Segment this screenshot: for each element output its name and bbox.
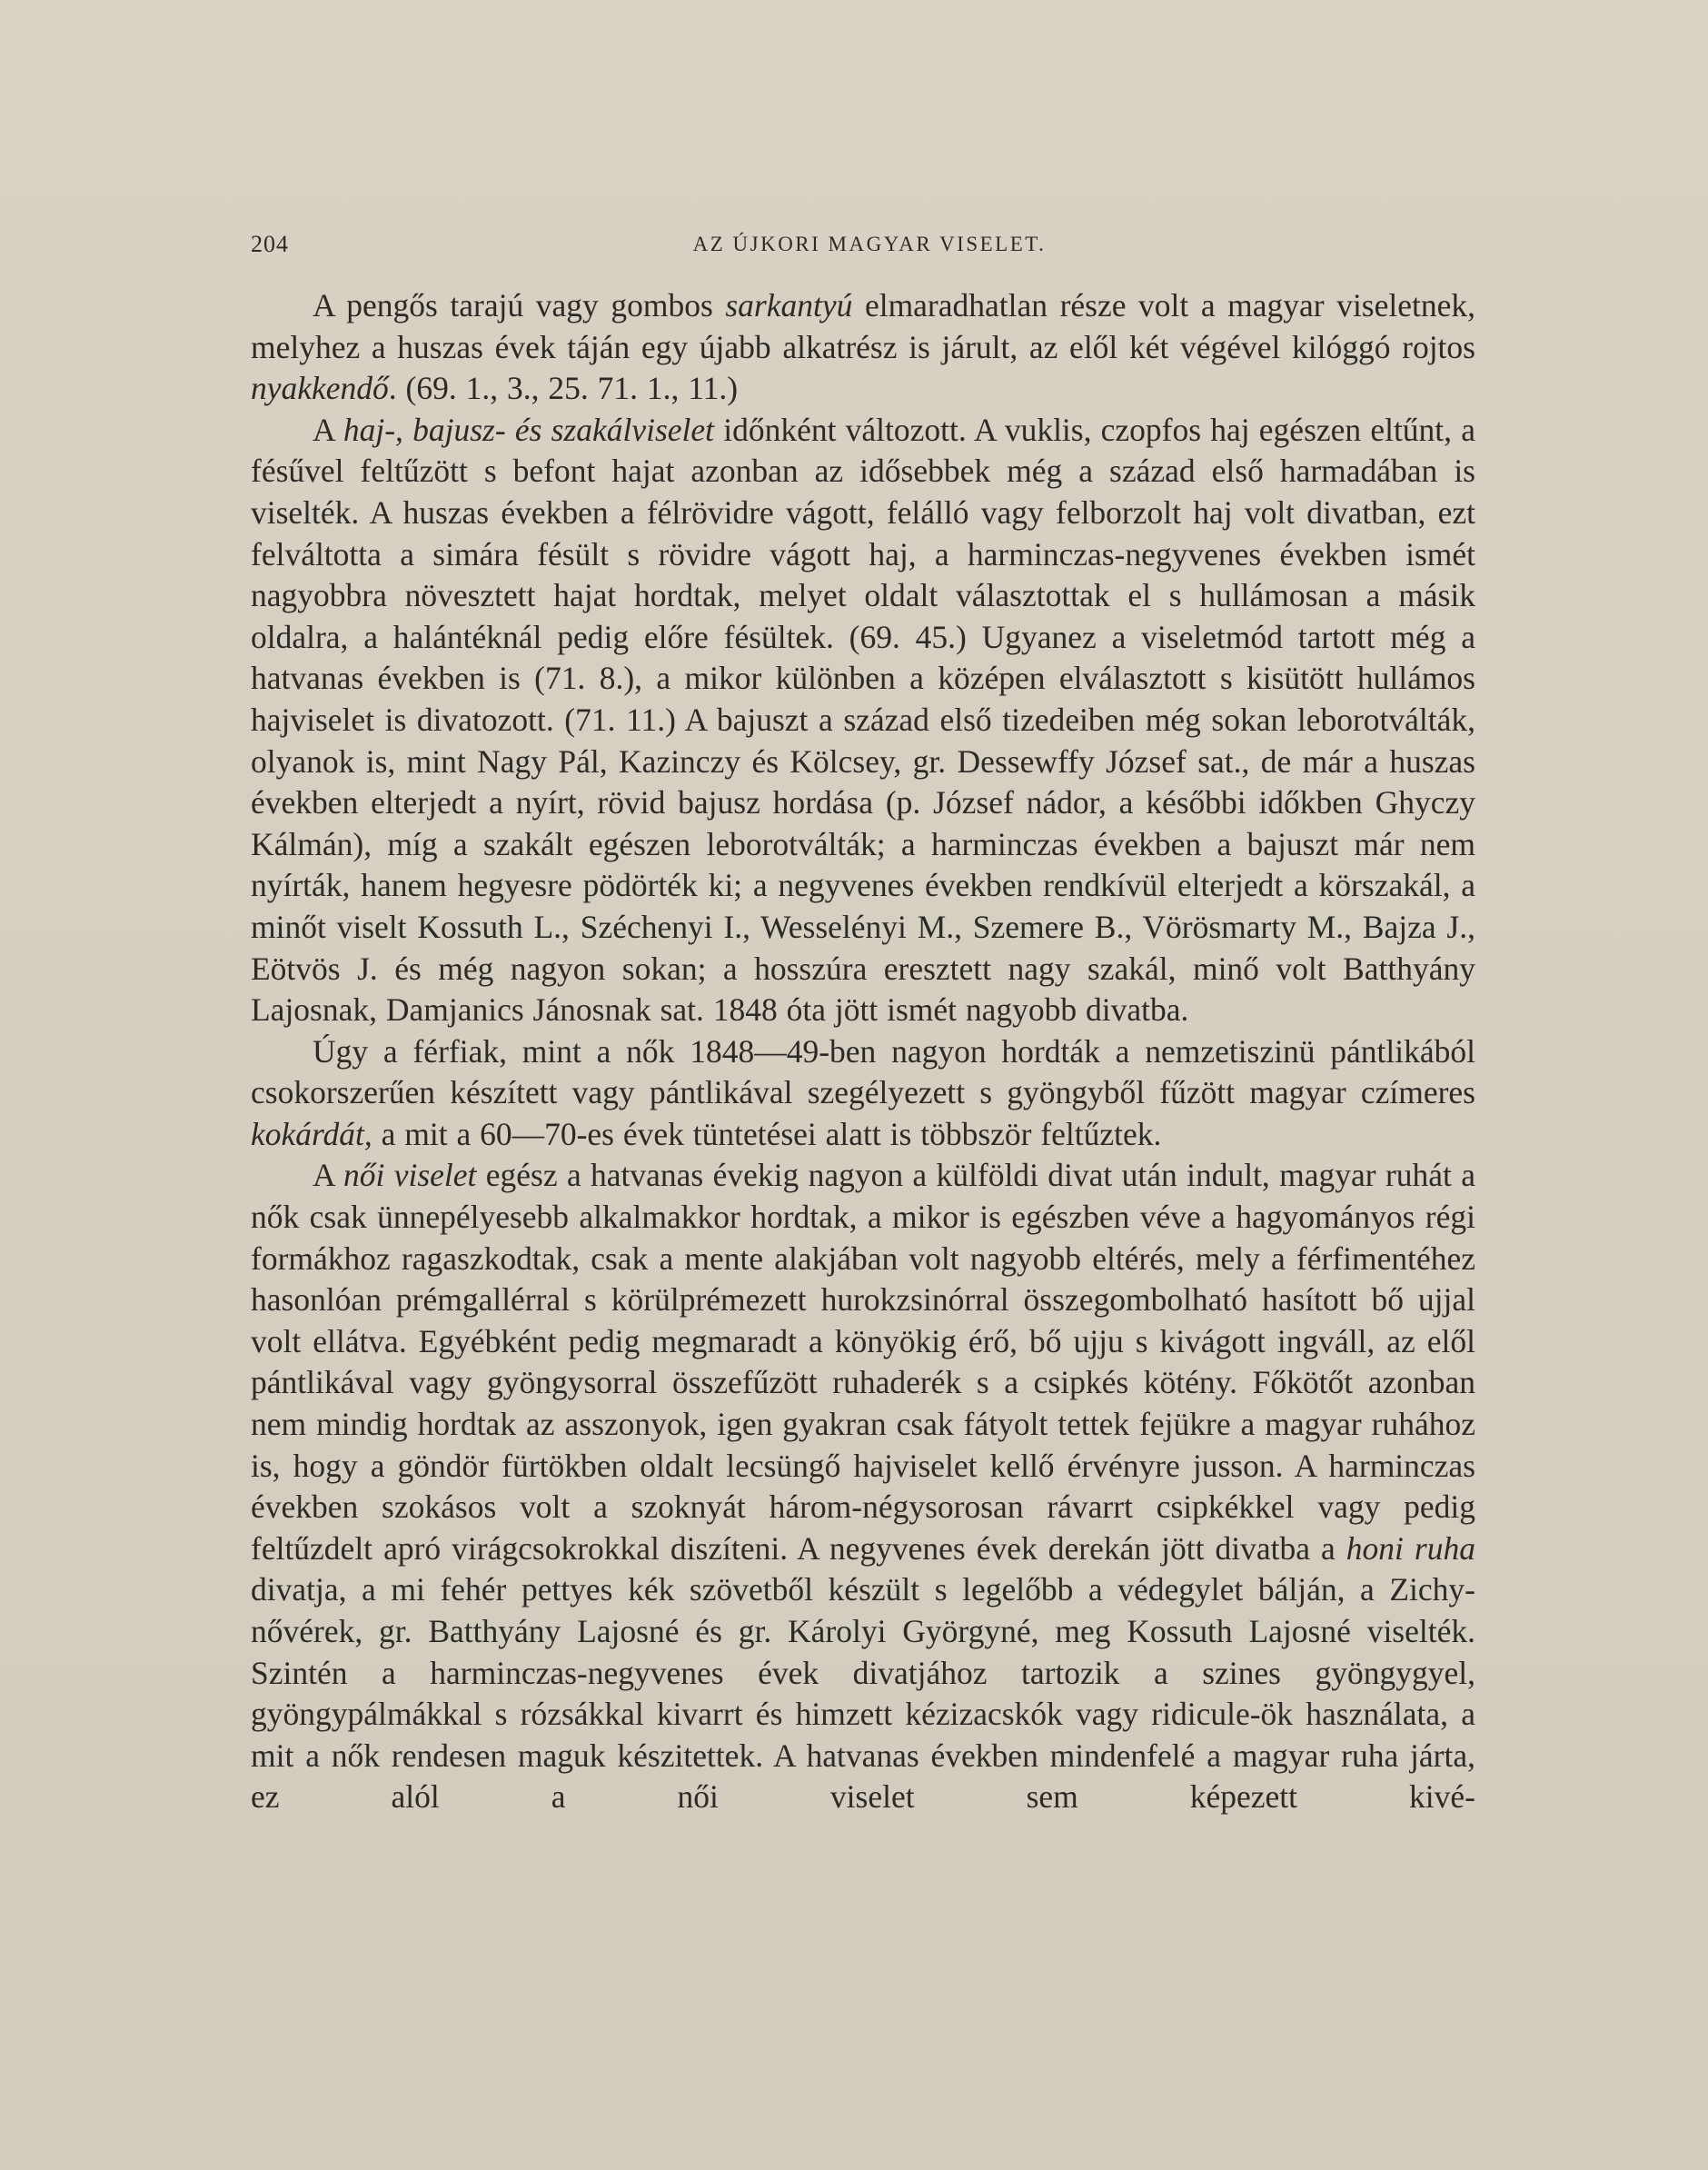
- body-text: [251, 285, 1475, 1818]
- text-run: egész a hatvanas évekig nagyon a külföldi divat után indult, magyar ruhát a nők csak ünnepélyesebb alkalmakkor hordtak, a mikor is egészben véve a hagyományos régi formákhoz ragaszkodtak, csak a mente alakjában volt nagyobb eltérés, mely a férfimentéhez hasonlóan prémgallérral s körülprémezett hurokzsinórral összegombolható hasított bő ujjal volt ellátva. Egyébként pedig megmaradt a könyökig érő, bő ujju s kivágott ingváll, az elől pántlikával vagy gyöngysorral összefűzött ruhaderék s a csipkés kötény. Főkötőt azonban nem mindig hordtak az asszonyok, igen gyakran csak fátyolt tettek fejükre a magyar ruhához is, hogy a göndör fürtökben oldalt lecsüngő hajviselet kellő érvényre jusson. A harminczas években szokásos volt a szoknyát három-négysorosan rávarrt csipkékkel vagy pedig feltűzdelt apró virágcsokrokkal diszíteni. A negyvenes évek derekán jött divatba a: [251, 1157, 1475, 1567]
- running-head: [251, 231, 1472, 267]
- text-run: Úgy a férfiak, mint a nők 1848—49-ben nagyon hordták a nemzetiszinü pántlikából csokorszerűen készített vagy pántlikával szegélyezett s gyöngyből fűzött magyar czímeres: [251, 1032, 1475, 1111]
- running-title: AZ ÚJKORI MAGYAR VISELET.: [692, 233, 1047, 255]
- text-run: . (69. 1., 3., 25. 71. 1., 11.): [388, 370, 739, 407]
- paragraph-spur-necktie: [251, 285, 1475, 410]
- italic-term: nyakkendő: [251, 370, 389, 407]
- italic-term: haj-, bajusz- és szakálviselet: [343, 411, 715, 448]
- text-run: elmaradhatlan része volt a magyar viseletnek, melyhez a huszas évek táján egy újabb alkatrész is járult, az elől két végével kilóggó rojtos: [251, 287, 1475, 365]
- italic-term: honi ruha: [1346, 1529, 1475, 1567]
- text-run: A: [313, 1157, 344, 1194]
- italic-term: kokárdát,: [251, 1115, 372, 1152]
- paragraph-cockade: [251, 1031, 1475, 1156]
- text-run: időnként változott. A vuklis, czopfos haj egészen eltűnt, a fésűvel feltűzött s befont hajat azonban az idősebbek még a század első harmadában is viselték. A huszas években a félrövidre vágott, felálló vagy felborzolt haj volt divatban, ezt felváltotta a simára fésült s rövidre vágott haj, a harminczas-negyvenes években ismét nagyobbra növesztett hajat hordtak, melyet oldalt választottak el s hullámosan a másik oldalra, a halántéknál pedig előre fésültek. (69. 45.) Ugyanez a viseletmód tartott még a hatvanas években is (71. 8.), a mikor különben a középen elválasztott s kisütött hullámos hajviselet is divatozott. (71. 11.) A bajuszt a század első tizedeiben még sokan leborotválták, olyanok is, mint Nagy Pál, Kazinczy és Kölcsey, gr. Dessewffy József sat., de már a huszas években elterjedt a nyírt, rövid bajusz hordása (p. József nádor, a későbbi időkben Ghyczy Kálmán), míg a szakált egészen leborotválták; a harminczas években a bajuszt már nem nyírták, hanem hegyesre pödörték ki; a negyvenes években rendkívül elterjedt a körszakál, a minőt viselt Kossuth L., Széchenyi I., Wesselényi M., Szemere B., Vörösmarty M., Bajza J., Eötvös J. és még nagyon sokan; a hosszúra eresztett nagy szakál, minő volt Batthyány Lajosnak, Damjanics Jánosnak sat. 1848 óta jött ismét nagyobb divatba.: [251, 411, 1475, 1029]
- paragraph-hair-beard: [251, 410, 1475, 1031]
- italic-term: női viselet: [343, 1157, 477, 1194]
- text-run: a mit a 60—70-es évek tüntetései alatt is többször feltűztek.: [372, 1115, 1162, 1152]
- text-run: divatja, a mi fehér pettyes kék szövetből készült s legelőbb a védegylet bálján, a Zichy-nővérek, gr. Batthyány Lajosné és gr. Károlyi Györgyné, meg Kossuth Lajosné viselték. Szintén a harminczas-negyvenes évek divatjához tartozik a szines gyöngygyel, gyöngypálmákkal s rózsákkal kivarrt és himzett kézizacskók vagy ridicule-ök használata, a mit a nők rendesen maguk készitettek. A hatvanas években mindenfelé a magyar ruha járta, ez alól a női viselet sem képezett kivé-: [251, 1571, 1475, 1816]
- text-run: A: [313, 411, 343, 448]
- italic-term: sarkantyú: [725, 287, 853, 324]
- page-number: 204: [251, 231, 289, 257]
- text-run: A pengős tarajú vagy gombos: [313, 287, 726, 324]
- paragraph-womens-dress: [251, 1155, 1475, 1818]
